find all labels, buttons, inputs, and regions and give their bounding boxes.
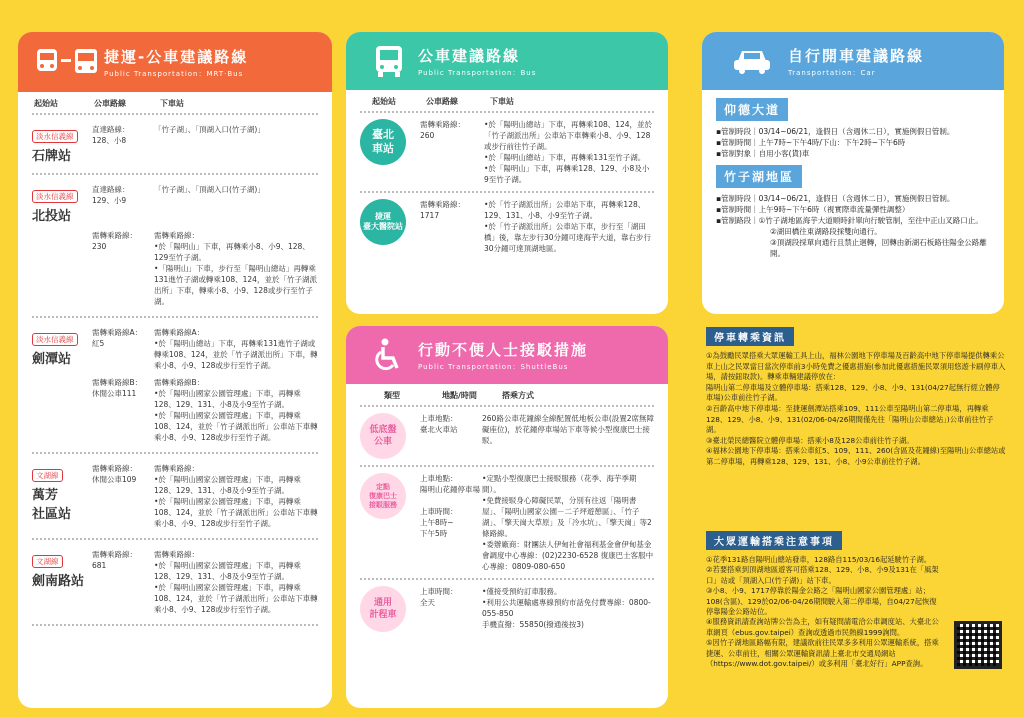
mrt-card-header [18, 32, 332, 92]
shuttle-place-cell: 上車地點： 臺北火車站 [420, 414, 458, 434]
bus-row [346, 113, 668, 191]
route-cell: 需轉乘路線： 681 [92, 550, 137, 570]
route-cell: 需轉乘路線B： 休閒公車111 [92, 378, 143, 398]
col-route: 公車路線 [94, 99, 126, 108]
car-card-subtitle: Transportation：Car [788, 68, 876, 77]
shuttle-col-type: 類型 [384, 391, 400, 400]
notice-label: 大眾運輸搭乘注意事項 [706, 531, 842, 550]
zhuzihu-line: ▪管制時間｜上午9時~下午6時（視實際車流量彈性調整） [716, 205, 910, 214]
bus-card [346, 32, 668, 314]
yangde-label: 仰德大道 [716, 98, 788, 121]
col-start: 起始站 [34, 99, 58, 108]
station-name: 萬芳 社區站 [32, 488, 72, 522]
shuttle-row [346, 467, 668, 578]
shuttle-method-cell: 260路公車花鐘線全線配置低地板公車(設置2席無障礙座位)，於花鐘停車場站下車等候小型復康巴士接駁。 [482, 414, 655, 445]
zhuzihu-line: ③頂湖段採單向通行且禁止迴轉，回轉由新湖石板路往陽金公路離開。 [770, 238, 987, 258]
shuttle-row [346, 580, 668, 638]
parking-section [706, 326, 1006, 468]
station-block [18, 540, 332, 624]
col-stop: 下車站 [160, 99, 184, 108]
line-tag: 文湖線 [32, 555, 63, 568]
bus-card-header [346, 32, 668, 90]
shuttle-card-header [346, 326, 668, 384]
line-tag: 文湖線 [32, 469, 63, 482]
route-cell: 需轉乘路線A： 紅5 [92, 328, 143, 348]
shuttle-row [346, 407, 668, 465]
shuttle-place-cell: 上車時間： 全天 [420, 587, 458, 607]
car-card-header [702, 32, 1004, 90]
qr-code[interactable] [954, 621, 1002, 669]
station-name: 石牌站 [32, 149, 72, 164]
station-block [18, 115, 332, 173]
yangde-line: ▪管制時間｜上午7時~下午4時/下山：下午2時~下午6時 [716, 138, 906, 147]
shuttle-place-cell: 上車地點： 陽明山花鐘停車場 上車時間： 上午8時~ 下午5時 [420, 474, 480, 538]
bus-route-cell: 需轉乘路線： 1717 [420, 200, 465, 220]
line-tag: 淡水信義線 [32, 190, 78, 203]
bus-card-subtitle: Public Transportation：Bus [418, 68, 537, 77]
notice-text: ①花季131路自陽明山總站發車，128路自115/03/16起延駛竹子湖。 ②若要搭乘到頂湖地區遊客可搭乘128、129、小8、小9及131在「風架口」站或「頂湖入口(竹子湖)」站下車。 ③小8、小9、1717停靠於陽金公路之「陽明山國家公園管理處」站；108(含區)、129於02/06-04/26期間駛入第二停車場，自04/27起恢復停靠陽金公路站位。 ④服務資訊請查詢站牌公告為主，如有疑問請電洽公車調度站、大臺北公車網頁（ebus.gov.taipei）查詢或透過市民熱線1999詢問。 ⑤因竹子湖地區路幅有限，建議欲前往民眾多多利用公眾運輸系統，搭乘捷運、公車前往，相關公眾運輸資訊請上臺北市交通局網站（https://www.dot.gov.taipei/）或多利用「臺北好行」APP查詢。 [706, 555, 939, 669]
shuttle-type-cell [360, 473, 420, 572]
bus-col-start: 起始站 [372, 97, 396, 106]
stop-cell: 需轉乘路線： •於「陽明山國家公園管理處」下車，再轉乘128、129、131、小8及小9至竹子湖。 •於「陽明山國家公園管理處」下車，再轉乘108、124，並於「竹子湖派出所」公車站下車轉乘小8、小9、128或步行至竹子湖。 [154, 464, 318, 528]
bus-station-badge: 捷運 臺大醫院站 [360, 199, 406, 245]
station-cell [32, 549, 92, 615]
stop-cell: 需轉乘路線： •於「陽明山國家公園管理處」下車，再轉乘128、129、131、小8及小9至竹子湖。 •於「陽明山國家公園管理處」下車，再轉乘108、124，並於「竹子湖派出所」公車站下車轉乘小8、小9、128或步行至竹子湖。 [154, 550, 318, 614]
bus-station-cell [360, 199, 420, 254]
station-name: 劍潭站 [32, 352, 72, 367]
bus-stop-cell: •於「竹子湖派出所」公車站下車，再轉乘128、129、131、小8、小9至竹子湖。 •於「竹子湖派出所」公車站下車，步行至「湖田橋」後，靠左步行30分鐘可達海芋大道，靠右步行30分鐘可達頂湖地區。 [484, 200, 652, 253]
bus-col-stop: 下車站 [490, 97, 514, 106]
yangde-line: ▪管制對象｜自用小客(貨)車 [716, 149, 810, 158]
bus-route-cell: 需轉乘路線： 260 [420, 120, 465, 140]
car-card-title: 自行開車建議路線 [788, 46, 925, 65]
zhuzihu-label: 竹子湖地區 [716, 165, 802, 188]
station-row [18, 546, 332, 618]
station-row [18, 121, 332, 167]
shuttle-type-badge: 低底盤 公車 [360, 413, 406, 459]
mrt-card-title: 捷運-公車建議路線 [104, 47, 249, 66]
station-name: 劍南路站 [32, 574, 85, 589]
shuttle-card-title: 行動不便人士接駁措施 [418, 340, 589, 359]
station-row [18, 227, 332, 310]
notice-section [706, 530, 1006, 669]
shuttle-col-place: 地點/時間 [442, 391, 477, 400]
stop-cell: 「竹子湖」、「頂湖入口(竹子湖)」 [154, 125, 265, 134]
yangde-info [716, 126, 990, 159]
shuttle-card [346, 326, 668, 708]
route-cell: 需轉乘路線： 休閒公車109 [92, 464, 137, 484]
line-tag: 淡水信義線 [32, 333, 78, 346]
line-tag: 淡水信義線 [32, 130, 78, 143]
mrt-column-headers [18, 92, 332, 113]
bus-icon [360, 41, 418, 81]
station-name: 北投站 [32, 209, 72, 224]
shuttle-column-headers [346, 384, 668, 405]
car-icon [716, 41, 788, 81]
shuttle-method-cell: •僅接受預約訂車服務。 •利用公共運輸處專線預約市話免付費專線：0800-055-850 手機直撥：55850(撥通後按3) [482, 587, 651, 629]
route-cell: 直達路線： 129、小9 [92, 185, 130, 205]
station-cell [32, 124, 92, 164]
zhuzihu-line: ▪管制時段｜03/14~06/21，逢假日（含週休二日），實施例假日管制。 [716, 194, 955, 203]
shuttle-card-subtitle: Public Transportation：ShuttleBus [418, 362, 569, 371]
zhuzihu-line: ▪管制路段｜①竹子湖地區海芋大道順時針單向行駛管制，至往中正山叉路口止。 [716, 216, 983, 225]
route-cell: 直達路線： 128、小8 [92, 125, 130, 145]
yangde-line: ▪管制時段｜03/14~06/21，逢假日（含週休二日），實施例假日管制。 [716, 127, 955, 136]
shuttle-method-cell: •定點小型復康巴士接駁服務（花季、海芋季期間）。 •免費接駁身心障礙民眾，分別有往返「陽明書屋」、「陽明山國家公園－二子坪遊憩區」、「竹子湖」、「擎天崗大草原」及「冷水坑」、「擎天崗」等2條路線。 •委辦廠商：財團法人伊甸社會福利基金會伊甸基金會調度中心專線：(02)2230-6528 復康巴士客服中心專線：0809-080-650 [482, 474, 654, 571]
zhuzihu-line: ②湖田橋往東湖路段採雙向通行。 [770, 227, 882, 236]
shuttle-type-badge: 定點 復康巴士 接駁服務 [360, 473, 406, 519]
station-cell [32, 327, 92, 371]
station-row [18, 324, 332, 374]
station-row [18, 374, 332, 446]
station-row [18, 181, 332, 227]
station-cell [32, 463, 92, 529]
shuttle-col-method: 搭乘方式 [502, 391, 534, 400]
mrt-card-subtitle: Public Transportation：MRT‧Bus [104, 69, 244, 78]
parking-text: ①為鼓勵民眾搭乘大眾運輸工具上山，福林公園地下停車場及百齡高中地下停車場提供轉乘公車上山之民眾當日當次停車前3小時免費之優惠措施(參加此優惠措施民眾須用悠遊卡刷停車入場，請按鈕取款)。轉乘車輛建議停放在： 陽明山第二停車場及立體停車場：搭乘128、129、小8、小9、131(04/27起無行經立體停車場)公車前往竹子湖。 ②百齡高中地下停車場：至捷運劍潭站搭乘109、111公車至陽明山第二停車場，再轉乘128、129、小8、小9、131(02/06-04/26期間僅先往「陽明山公車總站」)公車前往竹子湖。 ③臺北榮民總醫院立體停車場：搭乘小8及128公車前往竹子湖。 ④福林公園地下停車場：搭乘公車紅5、109、111、260(含區及花鐘線)至陽明山公車總站或第二停車場，再轉乘128、129、131、小8、小9公車前往竹子湖。 [706, 351, 1006, 466]
bus-station-cell [360, 119, 420, 185]
train-bus-icon [32, 42, 104, 82]
station-cell [32, 377, 92, 443]
bus-col-route: 公車路線 [426, 97, 458, 106]
mrt-bus-card [18, 32, 332, 708]
station-block [18, 175, 332, 316]
bus-card-title: 公車建議路線 [418, 46, 521, 65]
station-block [18, 318, 332, 452]
station-block [18, 454, 332, 538]
route-cell: 需轉乘路線： 230 [92, 231, 137, 251]
shuttle-type-cell [360, 586, 420, 632]
shuttle-type-badge: 通用 計程車 [360, 586, 406, 632]
stop-cell: 需轉乘路線： •於「陽明山」下車，再轉乘小8、小9、128、129至竹子湖。 •「陽明山」下車，步行至「陽明山總站」再轉乘131進竹子湖或轉乘108、124，並於「竹子湖派出所」下車，轉乘小8、小9、128或步行至竹子湖。 [154, 231, 317, 306]
bus-route-list [346, 113, 668, 260]
station-cell [32, 184, 92, 224]
shuttle-list [346, 407, 668, 638]
stop-cell: 需轉乘路線A： •於「陽明山總站」下車，再轉乘131進竹子湖或轉乘108、124，並於「竹子湖派出所」下車，轉乘小8、小9、128或步行至竹子湖。 [154, 328, 318, 370]
zhuzihu-info [716, 193, 990, 259]
stop-cell: 「竹子湖」、「頂湖入口(竹子湖)」 [154, 185, 265, 194]
shuttle-type-cell [360, 413, 420, 459]
parking-label: 停車轉乘資訊 [706, 327, 794, 346]
stop-cell: 需轉乘路線B： •於「陽明山國家公園管理處」下車，再轉乘128、129、131、小8及小9至竹子湖。 •於「陽明山國家公園管理處」下車，再轉乘108、124，並於「竹子湖派出所」公車站下車轉乘小8、小9、128或步行至竹子湖。 [154, 378, 318, 442]
car-card [702, 32, 1004, 314]
mrt-station-list [18, 115, 332, 626]
station-row [18, 460, 332, 532]
bus-station-badge: 臺北 車站 [360, 119, 406, 165]
bus-stop-cell: •於「陽明山總站」下車，再轉乘108、124，並於「竹子湖派出所」公車站下車轉乘小8、小9、128或步行前往竹子湖。 •於「陽明山總站」下車，再轉乘131至竹子湖。 •於「陽明山」下車，再轉乘128、129、小8及小9至竹子湖。 [484, 120, 653, 184]
bus-row [346, 193, 668, 260]
wheelchair-icon [360, 335, 418, 375]
bus-column-headers [346, 90, 668, 111]
station-cell [32, 230, 92, 307]
